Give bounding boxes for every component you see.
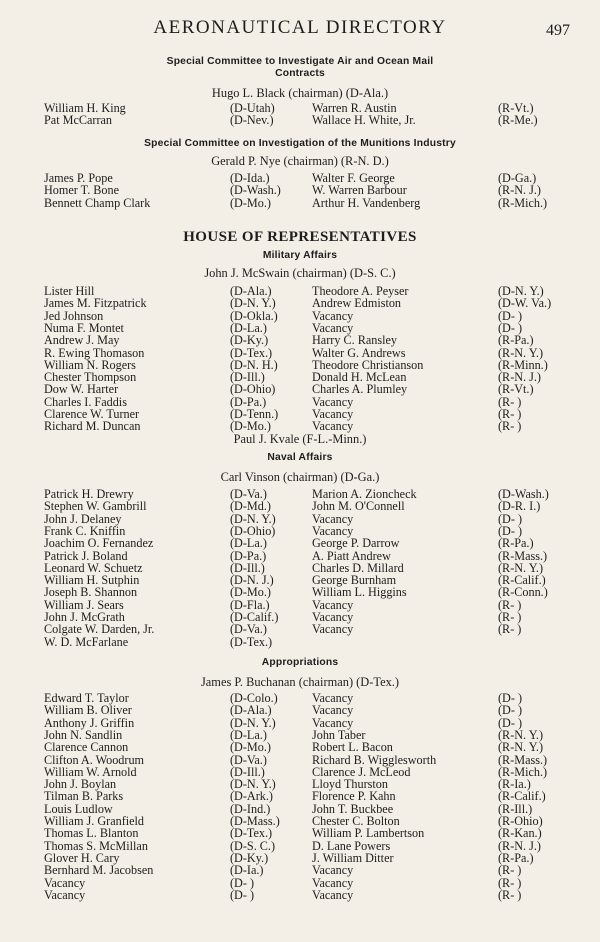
member-name: William L. Higgins	[312, 585, 407, 600]
member-name: Clarence W. Turner	[44, 407, 140, 421]
member-name: Colgate W. Darden, Jr.	[44, 622, 155, 637]
member-party-state: (D- )	[498, 523, 523, 538]
member-name: D. Lane Powers	[312, 838, 391, 853]
member-party-state: (R-Pa.)	[498, 850, 534, 865]
member-party-state: (R- )	[498, 622, 522, 637]
member-party-state: (R-N. Y.)	[498, 740, 544, 755]
member-name: Richard B. Wigglesworth	[312, 752, 437, 767]
member-party-state: (D-Ark.)	[230, 789, 273, 804]
member-name: Charles A. Plumley	[312, 382, 408, 397]
member-name: Charles D. Millard	[312, 560, 404, 575]
member-name: Vacancy	[312, 308, 354, 323]
member-row	[0, 420, 600, 432]
member-name: Dow W. Harter	[44, 382, 119, 397]
member-party-state: (R- )	[498, 394, 522, 409]
member-row	[0, 500, 600, 512]
committee-title: Naval Affairs	[267, 452, 333, 463]
committee-title-continued: Contracts	[275, 68, 325, 79]
member-party-state: (D- )	[498, 715, 523, 730]
member-party-state: (D-N. Y.)	[230, 511, 276, 526]
member-name: Arthur H. Vandenberg	[312, 195, 421, 210]
member-name: J. William Ditter	[312, 850, 394, 865]
member-name: John M. O'Connell	[312, 499, 405, 514]
member-row	[0, 102, 600, 114]
member-name: Wallace H. White, Jr.	[312, 113, 416, 128]
member-name: Pat McCarran	[44, 113, 113, 128]
member-name: Lloyd Thurston	[312, 777, 388, 792]
member-party-state: (R- )	[498, 597, 522, 612]
member-name: Florence P. Kahn	[312, 789, 396, 804]
member-name: W. D. McFarlane	[44, 634, 129, 649]
member-party-state: (R-Mich.)	[498, 195, 548, 210]
member-party-state: (D-Calif.)	[230, 610, 279, 624]
member-party-state: (R- )	[498, 887, 522, 902]
member-party-state: (R-Calif.)	[498, 573, 546, 588]
committee-title: Appropriations	[261, 657, 339, 668]
member-party-state: (D- )	[498, 703, 523, 718]
member-name: Clifton A. Woodrum	[44, 752, 145, 767]
member-name: Vacancy	[312, 887, 354, 902]
member-row	[0, 513, 600, 525]
member-row	[0, 815, 600, 827]
member-name: William P. Lambertson	[312, 826, 425, 841]
member-name: Andrew J. May	[44, 333, 120, 348]
page-number: 497	[546, 22, 570, 39]
member-name: Bernhard M. Jacobsen	[44, 863, 154, 878]
member-party-state: (D-Ohio)	[230, 382, 276, 397]
member-party-state: (D-N. Y.)	[230, 296, 276, 311]
member-name: William H. King	[44, 101, 126, 115]
member-name: Donald H. McLean	[312, 370, 407, 385]
member-party-state: (D-Tex.)	[230, 826, 273, 841]
member-party-state: (R-Mass.)	[498, 548, 548, 563]
member-party-state: (R- )	[498, 407, 522, 421]
member-party-state: (D- )	[498, 308, 523, 323]
member-name: Homer T. Bone	[44, 183, 120, 198]
member-name: Jed Johnson	[44, 308, 104, 323]
member-name: A. Piatt Andrew	[312, 548, 391, 563]
member-name: John N. Sandlin	[44, 727, 123, 742]
member-name: Thomas L. Blanton	[44, 826, 139, 841]
member-row	[0, 741, 600, 753]
member-party-state: (R-Vt.)	[498, 382, 534, 397]
member-row	[0, 310, 600, 322]
member-name: Vacancy	[312, 703, 354, 718]
member-party-state: (D-Ala.)	[230, 284, 272, 298]
member-name: Walter G. Andrews	[312, 345, 406, 360]
member-name: Harry C. Ransley	[312, 333, 397, 348]
member-name: Vacancy	[312, 610, 354, 624]
member-row	[0, 827, 600, 839]
member-party-state: (D-Tex.)	[230, 345, 273, 360]
member-party-state: (R-Kan.)	[498, 826, 542, 841]
member-party-state: (D-Okla.)	[230, 308, 278, 323]
member-name: Tilman B. Parks	[44, 789, 124, 804]
member-party-state: (D-Ida.)	[230, 171, 270, 185]
member-name: Patrick H. Drewry	[44, 487, 134, 501]
member-party-state: (D-N. J.)	[230, 573, 274, 588]
member-name: Vacancy	[312, 863, 354, 878]
member-name: Theodore A. Peyser	[312, 284, 409, 298]
member-name: Vacancy	[312, 394, 354, 409]
member-row	[0, 586, 600, 598]
member-name: Chester Thompson	[44, 370, 137, 385]
member-name: Bennett Champ Clark	[44, 195, 151, 210]
member-party-state: (D-N. Y.)	[498, 284, 544, 298]
member-name: Vacancy	[312, 419, 354, 434]
member-name: Leonard W. Schuetz	[44, 560, 143, 575]
committee-footer-member: Paul J. Kvale (F-L.-Minn.)	[233, 432, 367, 446]
member-party-state: (R-N. Y.)	[498, 727, 544, 742]
member-party-state: (D-Tenn.)	[230, 407, 279, 421]
member-party-state: (R-Ill.)	[498, 801, 533, 816]
member-name: Louis Ludlow	[44, 801, 113, 816]
member-row	[0, 852, 600, 864]
member-party-state: (D- )	[230, 887, 255, 902]
member-party-state: (R- )	[498, 419, 522, 434]
member-party-state: (D-Ga.)	[498, 171, 537, 185]
member-party-state: (D-Utah)	[230, 101, 275, 115]
member-name: Joachim O. Fernandez	[44, 536, 154, 551]
member-name: John J. Delaney	[44, 511, 122, 526]
member-party-state: (D-Pa.)	[230, 548, 267, 563]
member-name: Vacancy	[312, 320, 354, 335]
member-row	[0, 184, 600, 196]
member-row	[0, 623, 600, 635]
member-name: John J. McGrath	[44, 610, 125, 624]
member-name: Andrew Edmiston	[312, 296, 402, 311]
member-row	[0, 550, 600, 562]
member-row	[0, 334, 600, 346]
member-party-state: (R-Ohio)	[498, 814, 543, 828]
member-name: Theodore Christianson	[312, 357, 424, 372]
member-party-state: (D-Ala.)	[230, 703, 272, 718]
member-party-state: (R- )	[498, 875, 522, 890]
committee-title: Special Committee on Investigation of the Munitions Industry	[144, 138, 456, 149]
member-party-state: (D-Ky.)	[230, 333, 269, 348]
member-party-state: (D-Va.)	[230, 622, 267, 637]
member-name: Clarence J. McLeod	[312, 764, 411, 779]
member-name: Charles I. Faddis	[44, 394, 127, 409]
member-name: John T. Buckbee	[312, 801, 394, 816]
member-row	[0, 114, 600, 126]
member-party-state: (R-Me.)	[498, 113, 538, 128]
member-party-state: (D-Ill.)	[230, 370, 265, 385]
member-party-state: (D-N. H.)	[230, 357, 278, 372]
member-name: Patrick J. Boland	[44, 548, 128, 563]
member-row	[0, 525, 600, 537]
member-party-state: (D-Va.)	[230, 487, 267, 501]
member-name: Edward T. Taylor	[44, 691, 129, 705]
member-name: Thomas S. McMillan	[44, 838, 148, 853]
committee-chairman: James P. Buchanan (chairman) (D-Tex.)	[200, 675, 399, 689]
member-party-state: (R-Ia.)	[498, 777, 531, 792]
member-party-state: (D-Ia.)	[230, 863, 264, 878]
member-party-state: (D- )	[498, 691, 523, 705]
member-party-state: (D- )	[230, 875, 255, 890]
member-row	[0, 778, 600, 790]
member-party-state: (R-Conn.)	[498, 585, 548, 600]
member-row	[0, 322, 600, 334]
member-name: Richard M. Duncan	[44, 419, 141, 434]
committee-title: Special Committee to Investigate Air and Ocean Mail	[166, 56, 434, 67]
member-row	[0, 488, 600, 500]
member-party-state: (R-Pa.)	[498, 333, 534, 348]
member-row	[0, 562, 600, 574]
member-row	[0, 359, 600, 371]
member-name: Vacancy	[312, 715, 354, 730]
member-party-state: (D-Mass.)	[230, 814, 280, 828]
member-row	[0, 754, 600, 766]
member-name: Warren R. Austin	[312, 101, 397, 115]
committee-chairman: Gerald P. Nye (chairman) (R-N. D.)	[211, 154, 389, 168]
member-party-state: (R-N. J.)	[498, 183, 541, 198]
member-party-state: (D-La.)	[230, 320, 267, 335]
member-party-state: (D-Ind.)	[230, 801, 271, 816]
member-name: Joseph B. Shannon	[44, 585, 138, 600]
member-name: John J. Boylan	[44, 777, 117, 792]
member-name: William H. Sutphin	[44, 573, 140, 588]
member-party-state: (R-Mass.)	[498, 752, 548, 767]
member-party-state: (R-Pa.)	[498, 536, 534, 551]
member-name: William B. Oliver	[44, 703, 132, 718]
member-row	[0, 297, 600, 309]
member-row	[0, 611, 600, 623]
member-name: R. Ewing Thomason	[44, 345, 145, 360]
member-party-state: (R-N. J.)	[498, 370, 541, 385]
member-name: George Burnham	[312, 573, 397, 588]
member-row	[0, 574, 600, 586]
member-row	[0, 285, 600, 297]
member-party-state: (D-Va.)	[230, 752, 267, 767]
member-party-state: (R-Minn.)	[498, 357, 548, 372]
member-name: William W. Arnold	[44, 764, 137, 779]
member-row	[0, 840, 600, 852]
member-name: Vacancy	[44, 875, 86, 890]
committee-title: Military Affairs	[262, 250, 338, 261]
member-row	[0, 790, 600, 802]
member-name: Vacancy	[312, 622, 354, 637]
member-party-state: (D- )	[498, 320, 523, 335]
member-row	[0, 537, 600, 549]
member-name: Frank C. Kniffin	[44, 523, 126, 538]
member-party-state: (D-Colo.)	[230, 691, 278, 705]
member-name: Chester C. Bolton	[312, 814, 400, 828]
member-name: W. Warren Barbour	[312, 183, 407, 198]
member-party-state: (D-La.)	[230, 536, 267, 551]
member-party-state: (R-N. J.)	[498, 838, 541, 853]
member-row	[0, 599, 600, 611]
member-row	[0, 383, 600, 395]
member-name: Marion A. Zioncheck	[312, 487, 417, 501]
member-name: James M. Fitzpatrick	[44, 296, 147, 311]
member-party-state: (D-Md.)	[230, 499, 271, 514]
member-row	[0, 396, 600, 408]
committee-chairman: Carl Vinson (chairman) (D-Ga.)	[220, 470, 380, 484]
member-name: Lister Hill	[44, 284, 95, 298]
member-party-state: (D-Mo.)	[230, 740, 271, 755]
member-party-state: (D-La.)	[230, 727, 267, 742]
member-party-state: (D-Nev.)	[230, 113, 274, 128]
member-name: William J. Granfield	[44, 814, 145, 828]
member-party-state: (D-Ohio)	[230, 523, 276, 538]
member-party-state: (R-N. Y.)	[498, 560, 544, 575]
member-party-state: (R-Mich.)	[498, 764, 548, 779]
member-party-state: (D-Wash.)	[498, 487, 549, 501]
member-party-state: (R- )	[498, 863, 522, 878]
member-party-state: (D-S. C.)	[230, 838, 276, 853]
member-name: William N. Rogers	[44, 357, 136, 372]
member-name: James P. Pope	[44, 171, 113, 185]
member-party-state: (R-Calif.)	[498, 789, 546, 804]
member-party-state: (D-W. Va.)	[498, 296, 552, 311]
member-name: Glover H. Cary	[44, 850, 120, 865]
member-party-state: (D-Ill.)	[230, 764, 265, 779]
member-party-state: (R-Vt.)	[498, 101, 534, 115]
member-party-state: (D-Mo.)	[230, 585, 271, 600]
member-party-state: (D-Mo.)	[230, 419, 271, 434]
member-name: Vacancy	[312, 511, 354, 526]
committee-chairman: John J. McSwain (chairman) (D-S. C.)	[204, 266, 396, 280]
member-name: Robert L. Bacon	[312, 740, 393, 755]
member-row	[0, 766, 600, 778]
member-name: Vacancy	[312, 523, 354, 538]
member-row	[0, 877, 600, 889]
member-party-state: (D-Mo.)	[230, 195, 271, 210]
member-party-state: (D-R. I.)	[498, 499, 541, 514]
member-row	[0, 729, 600, 741]
member-row	[0, 347, 600, 359]
house-heading: HOUSE OF REPRESENTATIVES	[183, 229, 417, 245]
member-party-state: (D-Tex.)	[230, 634, 273, 649]
member-row	[0, 803, 600, 815]
member-party-state: (D-N. Y.)	[230, 777, 276, 792]
member-name: Stephen W. Gambrill	[44, 499, 147, 514]
member-name: Clarence Cannon	[44, 740, 129, 755]
member-name: Vacancy	[44, 887, 86, 902]
member-name: Walter F. George	[312, 171, 395, 185]
member-name: Anthony J. Griffin	[44, 715, 135, 730]
member-row	[0, 692, 600, 704]
member-row	[0, 704, 600, 716]
member-name: Vacancy	[312, 597, 354, 612]
member-row	[0, 197, 600, 209]
member-name: William J. Sears	[44, 597, 124, 612]
member-name: George P. Darrow	[312, 536, 400, 551]
member-name: John Taber	[312, 727, 366, 742]
member-row	[0, 636, 600, 648]
committee-chairman: Hugo L. Black (chairman) (D-Ala.)	[211, 86, 389, 100]
member-name: Numa F. Montet	[44, 320, 124, 335]
member-row	[0, 717, 600, 729]
member-row	[0, 408, 600, 420]
member-party-state: (D-Ill.)	[230, 560, 265, 575]
member-party-state: (D-Ky.)	[230, 850, 269, 865]
member-party-state: (D-Pa.)	[230, 394, 267, 409]
member-name: Vacancy	[312, 691, 354, 705]
member-party-state: (R-N. Y.)	[498, 345, 544, 360]
member-row	[0, 864, 600, 876]
member-party-state: (D-Wash.)	[230, 183, 281, 198]
member-party-state: (D-N. Y.)	[230, 715, 276, 730]
running-header: AERONAUTICAL DIRECTORY	[153, 17, 447, 38]
member-name: Vacancy	[312, 875, 354, 890]
member-name: Vacancy	[312, 407, 354, 421]
member-party-state: (D-Fla.)	[230, 597, 270, 612]
member-row	[0, 172, 600, 184]
member-party-state: (D- )	[498, 511, 523, 526]
member-row	[0, 889, 600, 901]
member-row	[0, 371, 600, 383]
member-party-state: (R- )	[498, 610, 522, 624]
